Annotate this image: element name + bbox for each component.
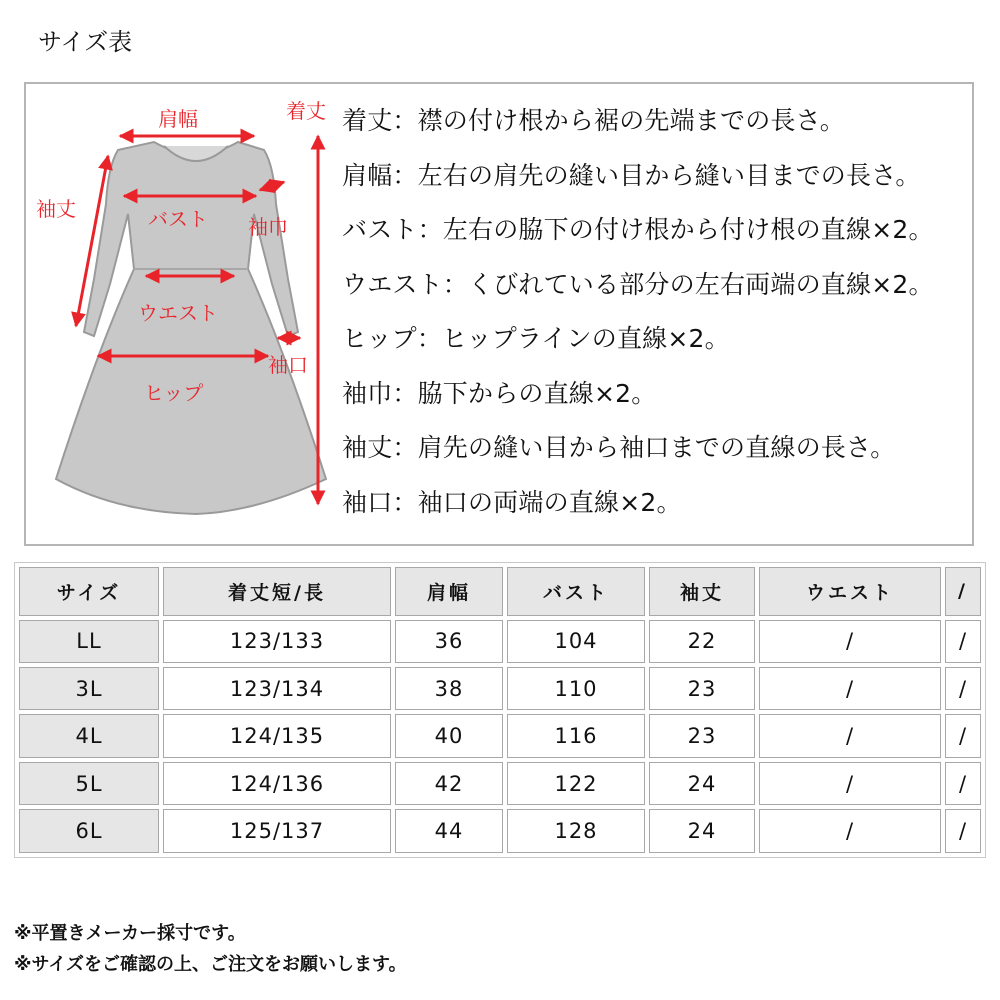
label-sleeve-length: 袖丈 — [36, 197, 76, 221]
cell-blank: / — [945, 809, 981, 853]
size-table — [14, 562, 986, 858]
cell-bust: 122 — [507, 762, 645, 805]
cell-sleeve-length: 22 — [649, 620, 755, 663]
cell-sleeve-length: 24 — [649, 809, 755, 853]
cell-shoulder: 40 — [395, 714, 503, 757]
header-sleeve-length: 袖丈 — [649, 567, 755, 616]
cell-blank: / — [945, 667, 981, 710]
label-cuff: 袖口 — [268, 353, 308, 377]
definition-waist: ウエスト：くびれている部分の左右両端の直線×2。 — [342, 269, 934, 299]
label-length: 着丈 — [286, 99, 326, 123]
header-size: サイズ — [19, 567, 159, 616]
table-row — [19, 714, 981, 757]
table-row — [19, 809, 981, 853]
label-sleeve-width: 袖巾 — [248, 215, 288, 239]
cell-bust: 110 — [507, 667, 645, 710]
definition-list — [342, 94, 972, 530]
dress-diagram — [36, 94, 356, 534]
cell-length: 124/136 — [163, 762, 391, 805]
note-measurement: ※平置きメーカー採寸です。 — [14, 923, 246, 944]
cell-waist: / — [759, 620, 941, 663]
cell-blank: / — [945, 620, 981, 663]
cell-bust: 116 — [507, 714, 645, 757]
row-size: 3L — [19, 667, 159, 710]
cell-length: 125/137 — [163, 809, 391, 853]
notes — [14, 918, 407, 980]
cell-sleeve-length: 24 — [649, 762, 755, 805]
label-shoulder: 肩幅 — [158, 107, 198, 131]
definition-length: 着丈：襟の付け根から裾の先端までの長さ。 — [342, 106, 846, 135]
header-length: 着丈短/長 — [163, 567, 391, 616]
table-header-row — [19, 567, 981, 616]
table-row — [19, 667, 981, 710]
cell-bust: 128 — [507, 809, 645, 853]
header-shoulder: 肩幅 — [395, 567, 503, 616]
measurement-guide — [24, 82, 974, 546]
cell-shoulder: 38 — [395, 667, 503, 710]
cell-length: 123/133 — [163, 620, 391, 663]
cell-waist: / — [759, 667, 941, 710]
cell-waist: / — [759, 714, 941, 757]
definition-bust: バスト：左右の脇下の付け根から付け根の直線×2。 — [342, 215, 934, 244]
row-size: 4L — [19, 714, 159, 757]
cell-shoulder: 36 — [395, 620, 503, 663]
table-row — [19, 620, 981, 663]
dress-silhouette — [56, 142, 326, 514]
cell-blank: / — [945, 714, 981, 757]
header-bust: バスト — [507, 567, 645, 616]
label-hip: ヒップ — [144, 381, 204, 405]
cell-blank: / — [945, 762, 981, 805]
cell-shoulder: 42 — [395, 762, 503, 805]
definition-hip: ヒップ：ヒップラインの直線×2。 — [342, 324, 730, 353]
table-row — [19, 762, 981, 805]
note-confirm: ※サイズをご確認の上、ご注文をお願いします。 — [14, 954, 407, 975]
header-blank: / — [945, 567, 981, 616]
cell-shoulder: 44 — [395, 809, 503, 853]
definition-sleeve-width: 袖巾：脇下からの直線×2。 — [342, 378, 657, 408]
page-title: サイズ表 — [38, 28, 133, 56]
row-size: 5L — [19, 762, 159, 805]
definition-sleeve-length: 袖丈：肩先の縫い目から袖口までの直線の長さ。 — [342, 433, 896, 462]
cell-bust: 104 — [507, 620, 645, 663]
cell-sleeve-length: 23 — [649, 714, 755, 757]
label-bust: バスト — [148, 207, 208, 231]
cell-waist: / — [759, 762, 941, 805]
row-size: 6L — [19, 809, 159, 853]
cell-length: 123/134 — [163, 667, 391, 710]
cell-waist: / — [759, 809, 941, 853]
row-size: LL — [19, 620, 159, 663]
header-waist: ウエスト — [759, 567, 941, 616]
definition-cuff: 袖口：袖口の両端の直線×2。 — [342, 487, 682, 517]
label-waist: ウエスト — [138, 301, 218, 325]
cell-length: 124/135 — [163, 714, 391, 757]
cell-sleeve-length: 23 — [649, 667, 755, 710]
definition-shoulder: 肩幅：左右の肩先の縫い目から縫い目までの長さ。 — [342, 160, 921, 190]
